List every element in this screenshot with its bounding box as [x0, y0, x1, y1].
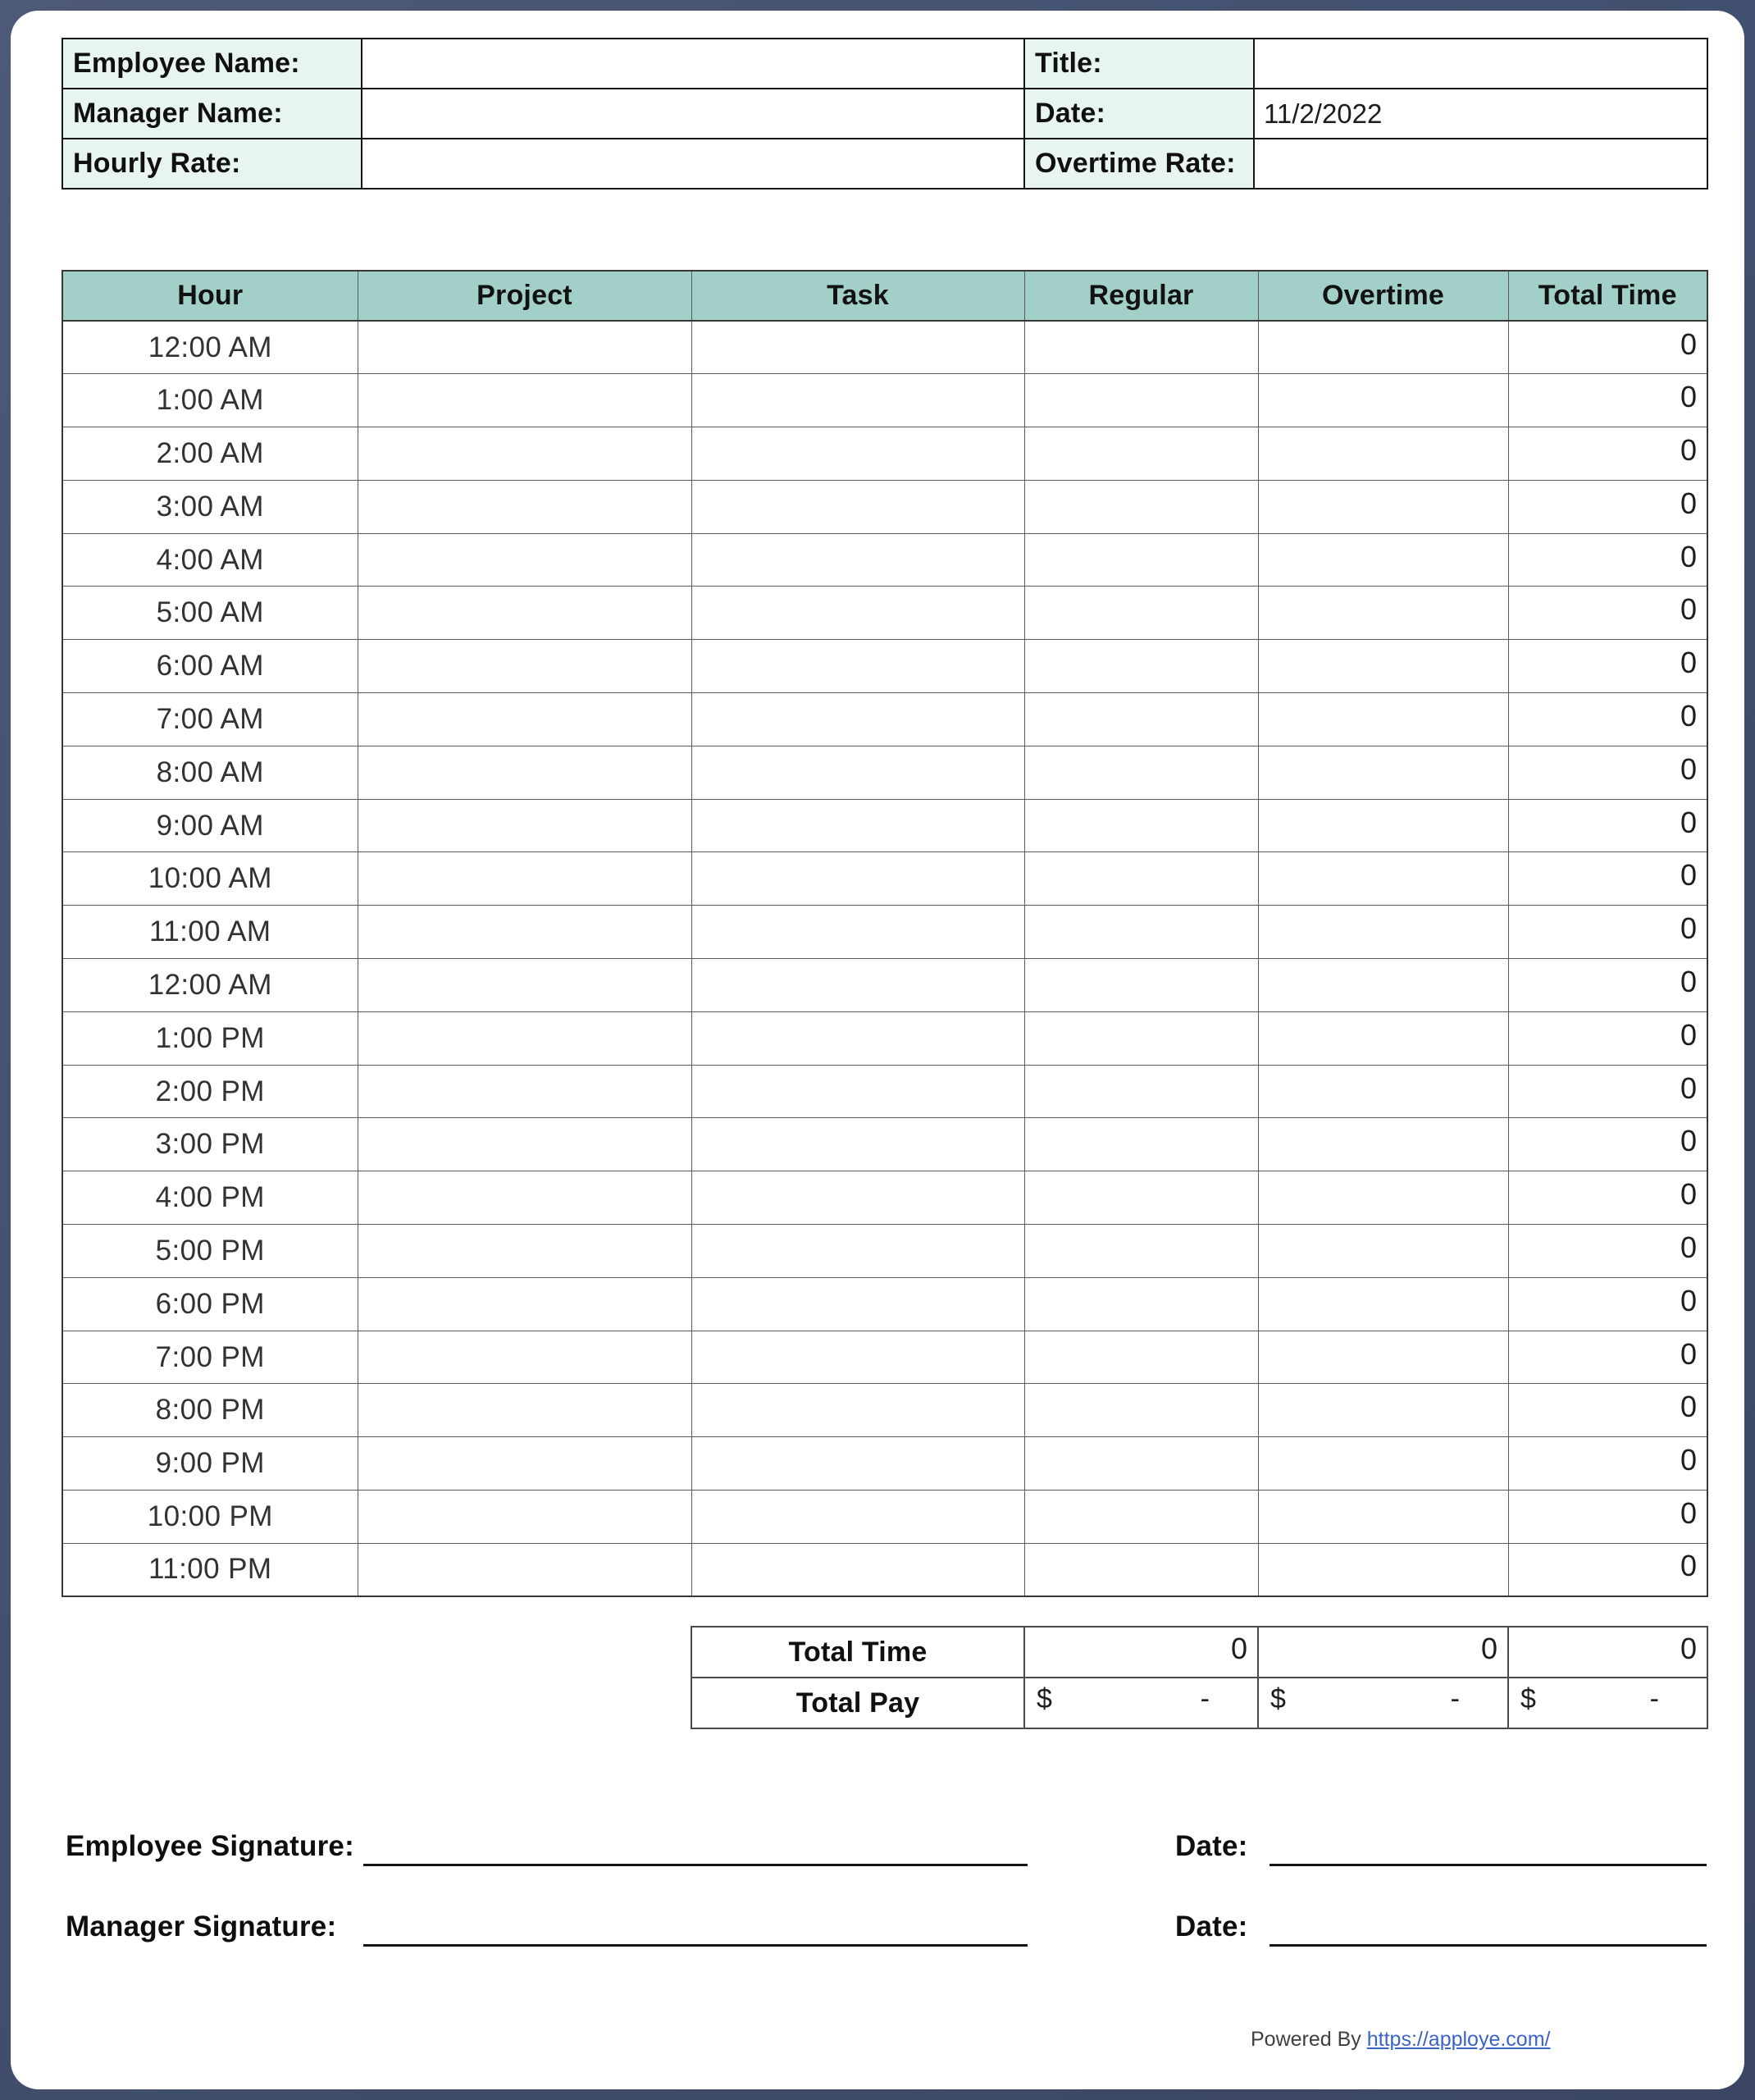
date-value[interactable]: 11/2/2022 [1254, 89, 1707, 139]
total-time-cell: 0 [1508, 1011, 1707, 1065]
table-row [62, 1065, 1707, 1118]
task-cell[interactable] [691, 587, 1024, 640]
hour-cell: 5:00 AM [62, 587, 358, 640]
table-row [62, 799, 1707, 852]
overtime-cell[interactable] [1258, 1384, 1508, 1437]
regular-cell[interactable] [1024, 1384, 1258, 1437]
overtime-cell[interactable] [1258, 799, 1508, 852]
total-time-cell: 0 [1508, 1225, 1707, 1278]
regular-cell[interactable] [1024, 427, 1258, 481]
overtime-cell[interactable] [1258, 587, 1508, 640]
project-cell[interactable] [358, 1118, 691, 1171]
table-row [62, 533, 1707, 587]
column-header-regular: Regular [1024, 271, 1258, 321]
total-time-cell: 0 [1508, 1118, 1707, 1171]
total-time-cell: 0 [1508, 1437, 1707, 1491]
employee-date-label: Date: [1175, 1830, 1248, 1862]
total-time-cell: 0 [1508, 799, 1707, 852]
table-row [62, 587, 1707, 640]
hour-cell: 8:00 AM [62, 746, 358, 799]
project-cell[interactable] [358, 1543, 691, 1596]
table-row [62, 1118, 1707, 1171]
hour-cell: 7:00 AM [62, 693, 358, 746]
project-cell[interactable] [358, 1331, 691, 1384]
regular-cell[interactable] [1024, 693, 1258, 746]
project-cell[interactable] [358, 799, 691, 852]
project-cell[interactable] [358, 1384, 691, 1437]
regular-cell[interactable] [1024, 1011, 1258, 1065]
overtime-rate-label: Overtime Rate: [1024, 139, 1254, 189]
project-cell[interactable] [358, 693, 691, 746]
hour-cell: 10:00 AM [62, 852, 358, 906]
regular-cell[interactable] [1024, 533, 1258, 587]
hour-cell: 9:00 AM [62, 799, 358, 852]
total-time-cell: 0 [1508, 959, 1707, 1012]
dollar-sign: $ [1037, 1682, 1052, 1714]
regular-cell[interactable] [1024, 1118, 1258, 1171]
overtime-cell[interactable] [1258, 1011, 1508, 1065]
task-cell[interactable] [691, 1118, 1024, 1171]
overtime-cell[interactable] [1258, 746, 1508, 799]
task-cell[interactable] [691, 959, 1024, 1012]
total-time-cell: 0 [1508, 1065, 1707, 1118]
task-cell[interactable] [691, 1491, 1024, 1544]
total-pay-label: Total Pay [691, 1678, 1024, 1728]
hour-cell: 3:00 AM [62, 480, 358, 533]
dash-value: - [1200, 1682, 1210, 1714]
regular-cell[interactable] [1024, 1491, 1258, 1544]
task-cell[interactable] [691, 1437, 1024, 1491]
project-cell[interactable] [358, 1437, 691, 1491]
overtime-cell[interactable] [1258, 1491, 1508, 1544]
overtime-cell[interactable] [1258, 1065, 1508, 1118]
hour-cell: 11:00 AM [62, 906, 358, 959]
project-cell[interactable] [358, 1277, 691, 1331]
table-row [62, 480, 1707, 533]
total-time-overtime-value: 0 [1258, 1627, 1508, 1678]
column-header-project: Project [358, 271, 691, 321]
total-time-regular-value: 0 [1024, 1627, 1258, 1678]
task-cell[interactable] [691, 1171, 1024, 1225]
hour-cell: 2:00 PM [62, 1065, 358, 1118]
project-cell[interactable] [358, 321, 691, 374]
task-cell[interactable] [691, 533, 1024, 587]
hour-cell: 12:00 AM [62, 959, 358, 1012]
hour-cell: 1:00 PM [62, 1011, 358, 1065]
task-cell[interactable] [691, 1011, 1024, 1065]
info-row [62, 139, 1707, 189]
total-time-row [691, 1627, 1707, 1678]
table-row [62, 693, 1707, 746]
project-cell[interactable] [358, 1491, 691, 1544]
task-cell[interactable] [691, 427, 1024, 481]
total-time-cell: 0 [1508, 906, 1707, 959]
regular-cell[interactable] [1024, 799, 1258, 852]
employee-info-table [62, 38, 1708, 189]
project-cell[interactable] [358, 852, 691, 906]
total-time-cell: 0 [1508, 1384, 1707, 1437]
hourly-rate-value[interactable] [362, 139, 1024, 189]
table-row [62, 1384, 1707, 1437]
dash-value: - [1649, 1682, 1659, 1714]
task-cell[interactable] [691, 480, 1024, 533]
total-time-cell: 0 [1508, 1331, 1707, 1384]
total-time-cell: 0 [1508, 427, 1707, 481]
hour-cell: 6:00 PM [62, 1277, 358, 1331]
project-cell[interactable] [358, 1065, 691, 1118]
regular-cell[interactable] [1024, 1171, 1258, 1225]
manager-signature-line [363, 1944, 1028, 1947]
table-row [62, 1171, 1707, 1225]
overtime-cell[interactable] [1258, 533, 1508, 587]
hour-cell: 4:00 PM [62, 1171, 358, 1225]
overtime-cell[interactable] [1258, 1225, 1508, 1278]
table-row [62, 746, 1707, 799]
employee-name-label: Employee Name: [62, 39, 362, 89]
task-cell[interactable] [691, 321, 1024, 374]
column-header-total-time: Total Time [1508, 271, 1707, 321]
dollar-sign: $ [1520, 1682, 1536, 1714]
timesheet-body [62, 321, 1707, 1596]
project-cell[interactable] [358, 1225, 691, 1278]
overtime-cell[interactable] [1258, 906, 1508, 959]
title-value[interactable] [1254, 39, 1707, 89]
regular-cell[interactable] [1024, 480, 1258, 533]
manager-date-line [1270, 1944, 1707, 1947]
overtime-cell[interactable] [1258, 321, 1508, 374]
project-cell[interactable] [358, 374, 691, 427]
regular-cell[interactable] [1024, 746, 1258, 799]
hour-cell: 1:00 AM [62, 374, 358, 427]
task-cell[interactable] [691, 1277, 1024, 1331]
apploye-link[interactable]: https://apploye.com/ [1366, 2028, 1551, 2051]
regular-cell[interactable] [1024, 1277, 1258, 1331]
task-cell[interactable] [691, 852, 1024, 906]
overtime-cell[interactable] [1258, 1277, 1508, 1331]
hour-cell: 2:00 AM [62, 427, 358, 481]
total-time-cell: 0 [1508, 693, 1707, 746]
dash-value: - [1450, 1682, 1460, 1714]
regular-cell[interactable] [1024, 374, 1258, 427]
total-time-cell: 0 [1508, 1277, 1707, 1331]
regular-cell[interactable] [1024, 1331, 1258, 1384]
overtime-cell[interactable] [1258, 1331, 1508, 1384]
total-time-cell: 0 [1508, 852, 1707, 906]
dollar-sign: $ [1270, 1682, 1286, 1714]
total-pay-total-cell [1508, 1678, 1707, 1728]
total-pay-overtime-cell [1258, 1678, 1508, 1728]
hour-cell: 11:00 PM [62, 1543, 358, 1596]
totals-table [691, 1626, 1708, 1729]
overtime-cell[interactable] [1258, 1437, 1508, 1491]
info-row [62, 89, 1707, 139]
table-row [62, 1491, 1707, 1544]
table-row [62, 1331, 1707, 1384]
task-cell[interactable] [691, 746, 1024, 799]
total-time-cell: 0 [1508, 533, 1707, 587]
table-row [62, 321, 1707, 374]
hour-cell: 9:00 PM [62, 1437, 358, 1491]
powered-by-text [1251, 2028, 1550, 2052]
table-row [62, 427, 1707, 481]
overtime-cell[interactable] [1258, 640, 1508, 693]
regular-cell[interactable] [1024, 587, 1258, 640]
hour-cell: 8:00 PM [62, 1384, 358, 1437]
hour-cell: 3:00 PM [62, 1118, 358, 1171]
table-row [62, 1011, 1707, 1065]
column-header-task: Task [691, 271, 1024, 321]
total-time-cell: 0 [1508, 480, 1707, 533]
total-time-cell: 0 [1508, 587, 1707, 640]
manager-signature-label: Manager Signature: [66, 1911, 337, 1942]
task-cell[interactable] [691, 693, 1024, 746]
overtime-cell[interactable] [1258, 1171, 1508, 1225]
employee-signature-label: Employee Signature: [66, 1830, 354, 1862]
project-cell[interactable] [358, 480, 691, 533]
employee-name-value[interactable] [362, 39, 1024, 89]
employee-signature-line [363, 1864, 1028, 1866]
total-time-cell: 0 [1508, 321, 1707, 374]
task-cell[interactable] [691, 640, 1024, 693]
total-pay-regular-cell [1024, 1678, 1258, 1728]
table-row [62, 1437, 1707, 1491]
table-row [62, 374, 1707, 427]
table-row [62, 959, 1707, 1012]
total-time-cell: 0 [1508, 1491, 1707, 1544]
info-row [62, 39, 1707, 89]
timesheet-table [62, 270, 1708, 1597]
overtime-cell[interactable] [1258, 1118, 1508, 1171]
column-header-hour: Hour [62, 271, 358, 321]
hour-cell: 4:00 AM [62, 533, 358, 587]
total-time-cell: 0 [1508, 1171, 1707, 1225]
hour-cell: 10:00 PM [62, 1491, 358, 1544]
header-row [62, 271, 1707, 321]
project-cell[interactable] [358, 746, 691, 799]
regular-cell[interactable] [1024, 321, 1258, 374]
hour-cell: 5:00 PM [62, 1225, 358, 1278]
overtime-cell[interactable] [1258, 427, 1508, 481]
table-row [62, 1543, 1707, 1596]
table-row [62, 906, 1707, 959]
project-cell[interactable] [358, 959, 691, 1012]
overtime-cell[interactable] [1258, 959, 1508, 1012]
task-cell[interactable] [691, 1225, 1024, 1278]
overtime-cell[interactable] [1258, 693, 1508, 746]
task-cell[interactable] [691, 799, 1024, 852]
hour-cell: 6:00 AM [62, 640, 358, 693]
table-row [62, 852, 1707, 906]
regular-cell[interactable] [1024, 1437, 1258, 1491]
task-cell[interactable] [691, 906, 1024, 959]
task-cell[interactable] [691, 1384, 1024, 1437]
manager-date-label: Date: [1175, 1911, 1248, 1942]
column-header-overtime: Overtime [1258, 271, 1508, 321]
total-time-total-value: 0 [1508, 1627, 1707, 1678]
regular-cell[interactable] [1024, 959, 1258, 1012]
task-cell[interactable] [691, 374, 1024, 427]
total-time-cell: 0 [1508, 374, 1707, 427]
overtime-cell[interactable] [1258, 374, 1508, 427]
total-time-cell: 0 [1508, 746, 1707, 799]
manager-name-value[interactable] [362, 89, 1024, 139]
total-time-cell: 0 [1508, 1543, 1707, 1596]
date-label: Date: [1024, 89, 1254, 139]
task-cell[interactable] [691, 1331, 1024, 1384]
regular-cell[interactable] [1024, 1065, 1258, 1118]
regular-cell[interactable] [1024, 852, 1258, 906]
overtime-cell[interactable] [1258, 480, 1508, 533]
total-pay-row [691, 1678, 1707, 1728]
project-cell[interactable] [358, 640, 691, 693]
regular-cell[interactable] [1024, 906, 1258, 959]
project-cell[interactable] [358, 906, 691, 959]
manager-name-label: Manager Name: [62, 89, 362, 139]
project-cell[interactable] [358, 587, 691, 640]
project-cell[interactable] [358, 533, 691, 587]
total-time-cell: 0 [1508, 640, 1707, 693]
regular-cell[interactable] [1024, 640, 1258, 693]
overtime-cell[interactable] [1258, 852, 1508, 906]
employee-date-line [1270, 1864, 1707, 1866]
project-cell[interactable] [358, 1011, 691, 1065]
timesheet-card [11, 11, 1744, 2089]
project-cell[interactable] [358, 1171, 691, 1225]
overtime-rate-value[interactable] [1254, 139, 1707, 189]
table-row [62, 640, 1707, 693]
hour-cell: 7:00 PM [62, 1331, 358, 1384]
powered-by-label: Powered By [1251, 2028, 1361, 2051]
task-cell[interactable] [691, 1543, 1024, 1596]
regular-cell[interactable] [1024, 1225, 1258, 1278]
title-label: Title: [1024, 39, 1254, 89]
hour-cell: 12:00 AM [62, 321, 358, 374]
table-row [62, 1277, 1707, 1331]
overtime-cell[interactable] [1258, 1543, 1508, 1596]
hourly-rate-label: Hourly Rate: [62, 139, 362, 189]
regular-cell[interactable] [1024, 1543, 1258, 1596]
task-cell[interactable] [691, 1065, 1024, 1118]
total-time-label: Total Time [691, 1627, 1024, 1678]
table-row [62, 1225, 1707, 1278]
project-cell[interactable] [358, 427, 691, 481]
